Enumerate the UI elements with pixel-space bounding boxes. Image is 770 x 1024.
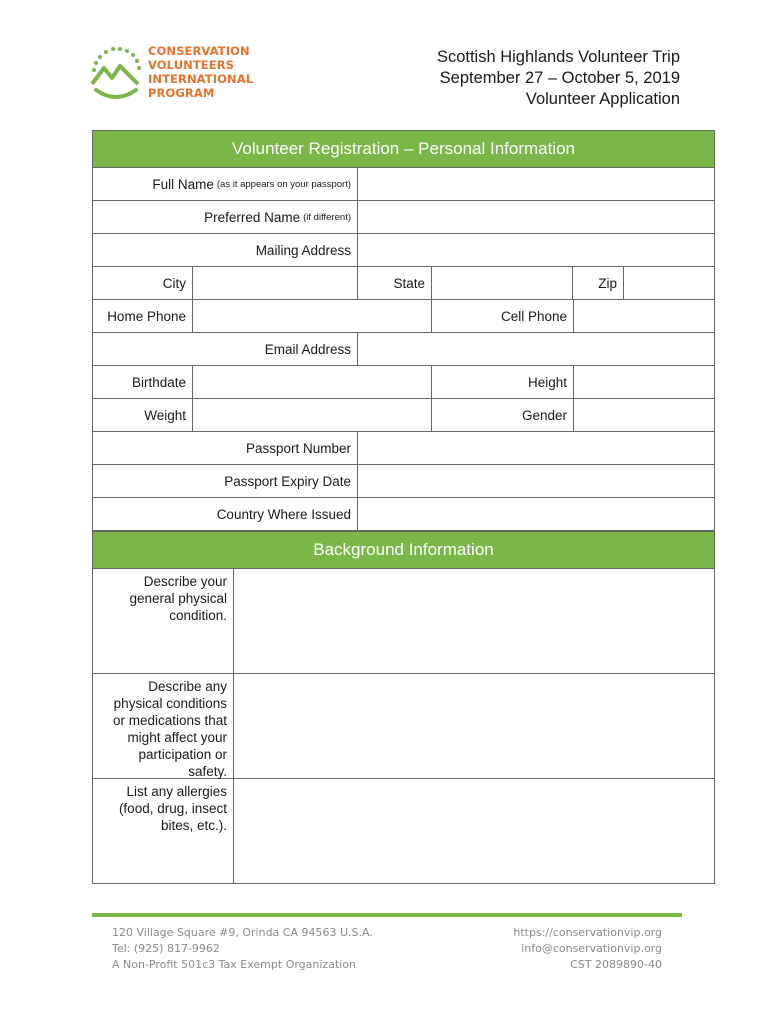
- trip-title: Scottish Highlands Volunteer Trip: [436, 48, 680, 66]
- trip-header: [437, 47, 680, 110]
- background-info-heading: Background Information: [93, 531, 714, 569]
- preferred-name-note: (if different): [303, 211, 351, 223]
- mailing-address-row: [93, 234, 714, 267]
- passport-expiry-row: [93, 465, 714, 498]
- passport-number-row: [93, 432, 714, 465]
- gender-field[interactable]: [574, 399, 714, 431]
- full-name-field[interactable]: [358, 168, 714, 200]
- preferred-name-text: Preferred Name: [204, 209, 301, 225]
- cell-phone-label: Cell Phone: [432, 300, 574, 332]
- country-issued-label: Country Where Issued: [93, 498, 358, 530]
- footer-cst: CST 2089890-40: [570, 958, 662, 971]
- birthdate-height-row: [93, 366, 714, 399]
- city-field[interactable]: [193, 267, 358, 299]
- full-name-text: Full Name: [152, 176, 214, 192]
- footer-nonprofit: A Non-Profit 501c3 Tax Exempt Organization: [112, 958, 357, 971]
- birthdate-label: Birthdate: [93, 366, 193, 398]
- medical-conditions-field[interactable]: [234, 674, 714, 778]
- preferred-name-field[interactable]: [358, 201, 714, 233]
- home-phone-label: Home Phone: [93, 300, 193, 332]
- home-phone-field[interactable]: [193, 300, 432, 332]
- country-issued-row: [93, 498, 714, 531]
- physical-condition-label: Describe your general physical condition.: [93, 569, 234, 673]
- personal-info-heading: Volunteer Registration – Personal Information: [93, 131, 714, 168]
- mailing-address-label: Mailing Address: [93, 234, 358, 266]
- medical-conditions-row: [93, 674, 714, 779]
- logo-line: CONSERVATION: [148, 44, 250, 58]
- allergies-label: List any allergies (food, drug, insect bites, etc.).: [93, 779, 234, 883]
- email-row: [93, 333, 714, 366]
- footer-address: 120 Village Square #9, Orinda CA 94563 U.S.A.: [112, 926, 373, 939]
- medical-conditions-label: Describe any physical conditions or medications that might affect your participation or safety.: [93, 674, 234, 778]
- zip-label: Zip: [573, 267, 624, 299]
- weight-gender-row: [93, 399, 714, 432]
- passport-expiry-field[interactable]: [358, 465, 714, 497]
- logo-wordmark: [148, 44, 253, 100]
- state-field[interactable]: [432, 267, 573, 299]
- footer-phone: Tel: (925) 817-9962: [112, 942, 220, 955]
- phone-row: [93, 300, 714, 333]
- logo-line: INTERNATIONAL: [148, 72, 254, 86]
- city-label: City: [93, 267, 193, 299]
- weight-field[interactable]: [193, 399, 432, 431]
- state-label: State: [358, 267, 432, 299]
- full-name-label: [93, 168, 358, 200]
- footer-divider: [92, 913, 682, 917]
- gender-label: Gender: [432, 399, 574, 431]
- full-name-note: (as it appears on your passport): [216, 178, 351, 190]
- organization-logo: [88, 44, 263, 104]
- email-label: Email Address: [93, 333, 358, 365]
- full-name-row: [93, 168, 714, 201]
- physical-condition-field[interactable]: [234, 569, 714, 673]
- preferred-name-row: [93, 201, 714, 234]
- passport-number-label: Passport Number: [93, 432, 358, 464]
- mailing-address-field[interactable]: [358, 234, 714, 266]
- trip-dates: September 27 – October 5, 2019: [439, 69, 680, 87]
- weight-label: Weight: [93, 399, 193, 431]
- preferred-name-label: [93, 201, 358, 233]
- passport-expiry-label: Passport Expiry Date: [93, 465, 358, 497]
- footer-email[interactable]: info@conservationvip.org: [521, 942, 662, 955]
- footer-url[interactable]: https://conservationvip.org: [513, 926, 662, 939]
- mountain-logo-icon: [88, 46, 144, 104]
- document-type: Volunteer Application: [525, 90, 680, 108]
- email-field[interactable]: [358, 333, 714, 365]
- height-field[interactable]: [574, 366, 714, 398]
- footer-contact: [112, 925, 373, 973]
- zip-field[interactable]: [624, 267, 714, 299]
- height-label: Height: [432, 366, 574, 398]
- birthdate-field[interactable]: [193, 366, 432, 398]
- footer-web: [513, 925, 662, 973]
- city-state-zip-row: [93, 267, 714, 300]
- allergies-field[interactable]: [234, 779, 714, 883]
- allergies-row: [93, 779, 714, 883]
- cell-phone-field[interactable]: [574, 300, 714, 332]
- physical-condition-row: [93, 569, 714, 674]
- passport-number-field[interactable]: [358, 432, 714, 464]
- logo-line: PROGRAM: [148, 86, 215, 100]
- country-issued-field[interactable]: [358, 498, 714, 530]
- logo-line: VOLUNTEERS: [148, 58, 235, 72]
- application-form: [92, 130, 715, 884]
